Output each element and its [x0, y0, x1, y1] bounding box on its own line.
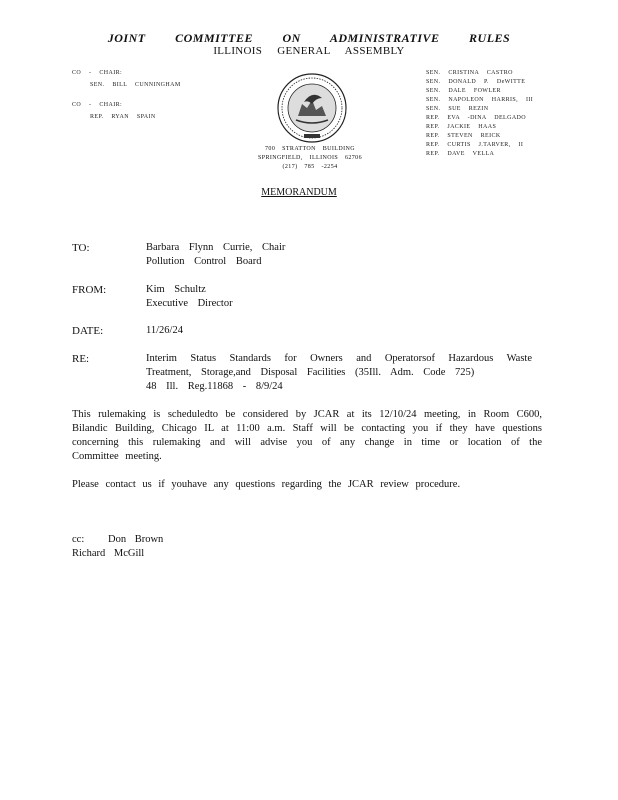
body-paragraph-contact: Please contact us if youhave any questions regarding the JCAR review procedure.: [72, 479, 461, 490]
date-value: 11/26/24: [146, 325, 183, 336]
cc-label: cc:: [72, 534, 85, 545]
illinois-state-seal: [276, 72, 348, 144]
address-line-2: SPRINGFIELD, ILLINOIS 62706: [258, 155, 362, 161]
to-recipient-org: Pollution Control Board: [146, 256, 262, 267]
from-label: FROM:: [72, 284, 107, 296]
member-10: REP. DAVE VELLA: [426, 151, 495, 157]
cc-name-1: Don Brown: [108, 534, 164, 545]
cochair-name-1: SEN. BILL CUNNINGHAM: [90, 82, 181, 88]
member-7: REP. JACKIE HAAS: [426, 124, 497, 130]
re-subject-line-1: Interim Status Standards for Owners and Operatorsof Hazardous Waste: [146, 353, 532, 364]
member-3: SEN. DALE FOWLER: [426, 88, 501, 94]
re-label: RE:: [72, 353, 90, 365]
committee-title: JOINT COMMITTEE ON ADMINISTRATIVE RULES: [107, 31, 511, 45]
date-label: DATE:: [72, 325, 104, 337]
re-register-citation: 48 Ill. Reg.11868 - 8/9/24: [146, 381, 283, 392]
address-line-1: 700 STRATTON BUILDING: [265, 146, 355, 152]
member-8: REP. STEVEN REICK: [426, 133, 501, 139]
from-sender-name: Kim Schultz: [146, 284, 206, 295]
re-subject-line-2: Treatment, Storage,and Disposal Facilities (35Ill. Adm. Code 725): [146, 367, 475, 378]
memorandum-heading-text: MEMORANDUM: [261, 187, 337, 198]
cochair-label-1: CO - CHAIR:: [72, 70, 123, 76]
address-phone: (217) 785 -2254: [282, 164, 338, 170]
cochair-label-2: CO - CHAIR:: [72, 102, 123, 108]
member-9: REP. CURTIS J.TARVER, II: [426, 142, 524, 148]
member-1: SEN. CRISTINA CASTRO: [426, 70, 513, 76]
to-recipient-name: Barbara Flynn Currie, Chair: [146, 242, 286, 253]
cc-name-2: Richard McGill: [72, 548, 145, 559]
from-sender-title: Executive Director: [146, 298, 233, 309]
member-4: SEN. NAPOLEON HARRIS, III: [426, 97, 534, 103]
member-6: REP. EVA -DINA DELGADO: [426, 115, 527, 121]
memorandum-heading: [0, 187, 618, 198]
assembly-subtitle: ILLINOIS GENERAL ASSEMBLY: [213, 45, 405, 57]
member-5: SEN. SUE REZIN: [426, 106, 489, 112]
to-label: TO:: [72, 242, 90, 254]
member-2: SEN. DONALD P. DeWITTE: [426, 79, 526, 85]
cochair-name-2: REP. RYAN SPAIN: [90, 114, 156, 120]
body-paragraph-meeting: This rulemaking is scheduledto be considered by JCAR at its 12/10/24 meeting, in Room C600, Bilandic Building, Chicago IL at 11:00 a.m. Staff will be contacting you if they have questions concerning this rulemaking and will advise you of any change in time or location of the Committee meeting.: [72, 409, 542, 462]
